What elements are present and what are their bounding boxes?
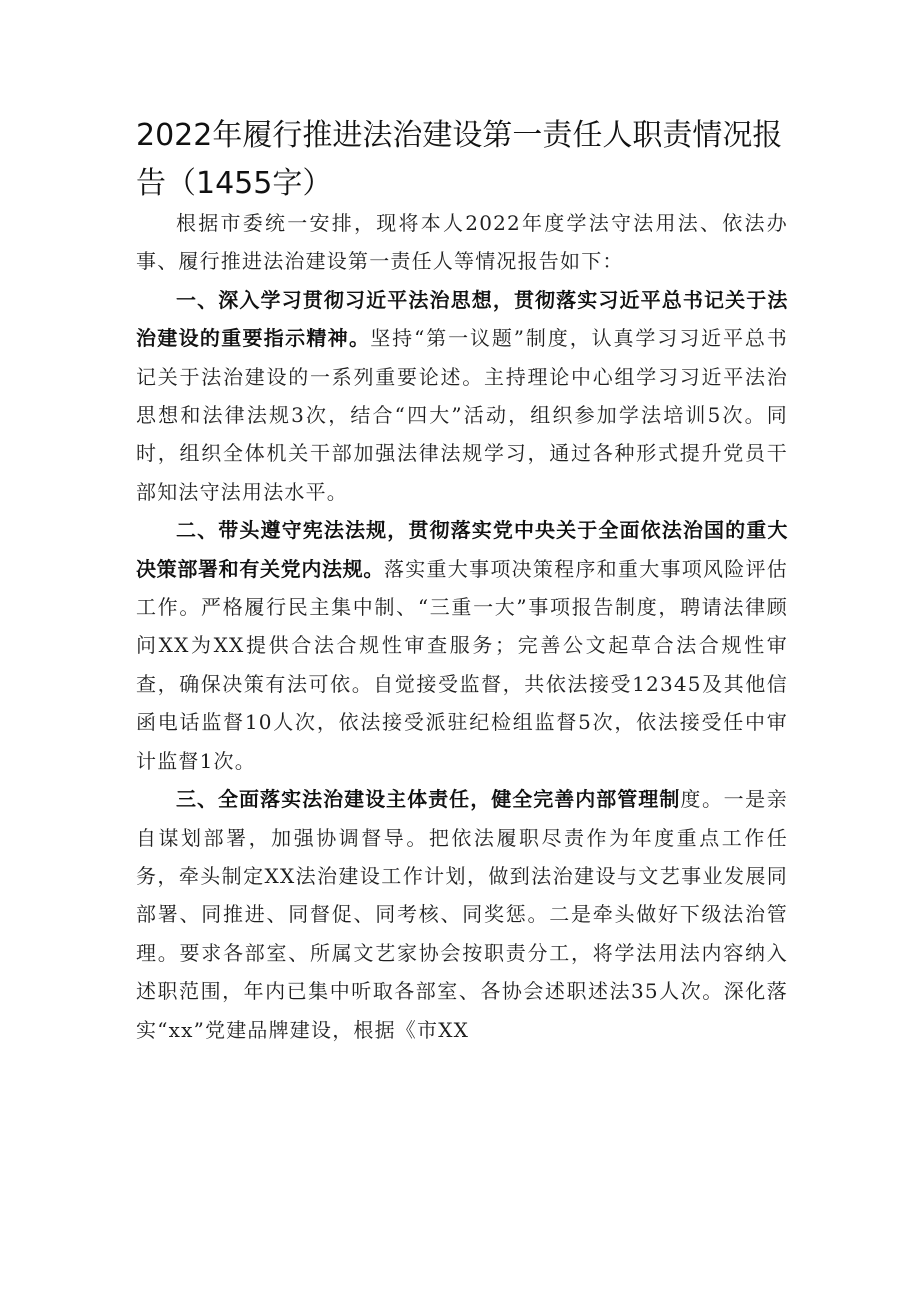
section-heading-1: 一、深入学习贯彻习近平法治思想，贯彻落实习近平总书记关于法治建设的重要指示精神。 [136,287,788,351]
paragraph-text: 落实重大事项决策程序和重大事项风险评估工作。严格履行民主集中制、“三重一大”事项报告制度，聘请法律顾问XX为XX提供合法合规性审查服务；完善公文起草合法合规性审查，确保决策有法可依。自觉接受监督，共依法接受12345及其他信函电话监督10人次，依法接受派驻纪检组监督5次，依法接受任中审计监督1次。 [136,556,788,773]
paragraph-section-2 [136,511,788,780]
paragraph-section-1 [136,281,788,511]
paragraph-text: 度。一是亲自谋划部署，加强协调督导。把依法履职尽责作为年度重点工作任务，牵头制定XX法治建设工作计划，做到法治建设与文艺事业发展同部署、同推进、同督促、同考核、同奖惩。二是牵头做好下级法治管理。要求各部室、所属文艺家协会按职责分工，将学法用法内容纳入述职范围，年内已集中听取各部室、各协会述职述法35人次。深化落实“xx”党建品牌建设，根据《市XX [136,787,788,1042]
document-title: 2022年履行推进法治建设第一责任人职责情况报告（1455字） [136,118,783,201]
section-heading-3: 三、全面落实法治建设主体责任，健全完善内部管理制 [176,787,681,812]
paragraph-text: 坚持“第一议题”制度，认真学习习近平总书记关于法治建设的一系列重要论述。主持理论中心组学习习近平法治思想和法律法规3次，结合“四大”活动，组织参加学法培训5次。同时，组织全体机关干部加强法律法规学习，通过各种形式提升党员干部知法守法用法水平。 [136,326,788,504]
paragraph-section-3 [136,780,788,1049]
document-body [136,204,788,1049]
paragraph-intro [136,204,788,281]
section-heading-2: 二、带头遵守宪法法规，贯彻落实党中央关于全面依法治国的重大决策部署和有关党内法规。 [136,518,788,581]
paragraph-text: 根据市委统一安排，现将本人2022年度学法守法用法、依法办事、履行推进法治建设第一责任人等情况报告如下： [136,211,788,274]
